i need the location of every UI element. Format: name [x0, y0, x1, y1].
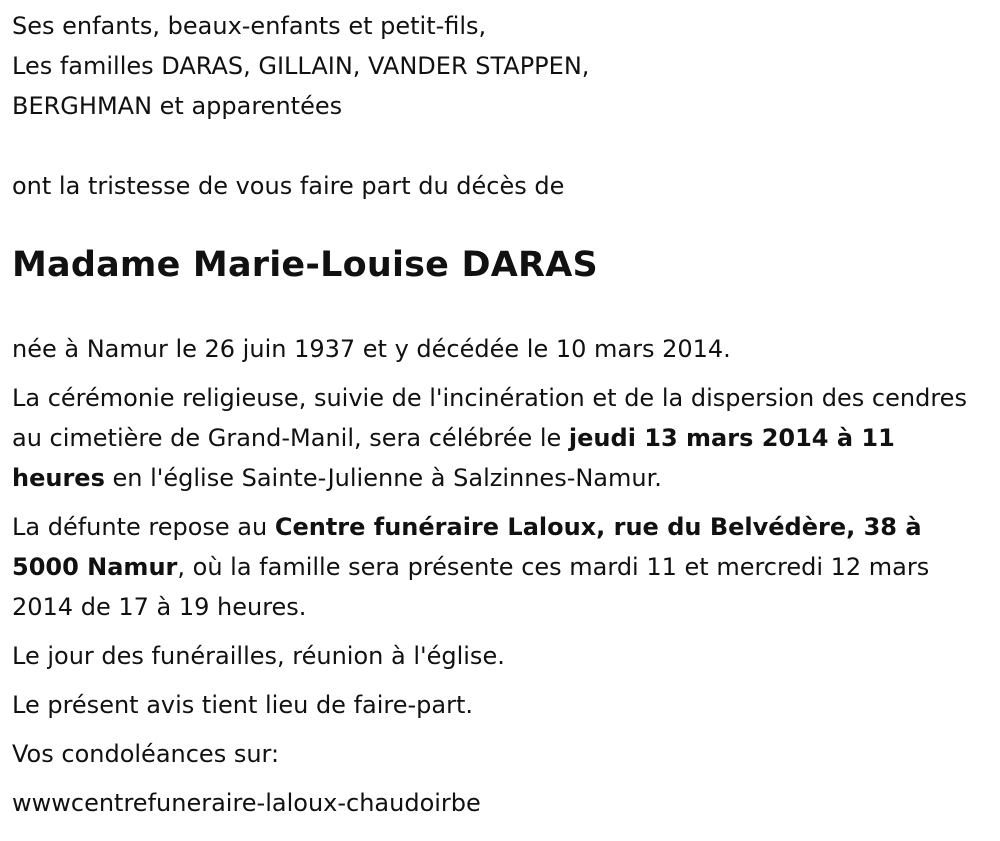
notice-text: Le présent avis tient lieu de faire-part.: [12, 691, 474, 719]
family-line-3: BERGHMAN et apparentées: [12, 92, 343, 120]
announcement-text: ont la tristesse de vous faire part du décès de: [12, 172, 565, 200]
family-line-2: Les familles DARAS, GILLAIN, VANDER STAPPEN,: [12, 52, 590, 80]
ceremony-text-after: en l'église Sainte-Julienne à Salzinnes-Namur.: [104, 464, 662, 492]
ceremony-date: jeudi 13 mars 2014 à 11 heures: [12, 424, 895, 492]
condolences-url: wwwcentrefuneraire-laloux-chaudoirbe: [12, 789, 481, 817]
visitation-paragraph: [12, 507, 972, 627]
birth-death-text: née à Namur le 26 juin 1937 et y décédée le 10 mars 2014.: [12, 335, 731, 363]
deceased-name: Madame Marie-Louise DARAS: [12, 245, 598, 285]
ceremony-text-before: La cérémonie religieuse, suivie de l'incinération et de la dispersion des cendres au cimetière de Grand-Manil, sera célébrée le: [12, 384, 967, 452]
ceremony-paragraph: [12, 378, 972, 498]
family-line-1: Ses enfants, beaux-enfants et petit-fils,: [12, 12, 487, 40]
visitation-text-after: , où la famille sera présente ces mardi 11 et mercredi 12 mars 2014 de 17 à 19 heures.: [12, 553, 930, 621]
funeral-meeting-text: Le jour des funérailles, réunion à l'église.: [12, 642, 505, 670]
visitation-text-before: La défunte repose au: [12, 513, 275, 541]
condolences-label: Vos condoléances sur:: [12, 740, 280, 768]
visitation-place: Centre funéraire Laloux, rue du Belvédère, 38 à 5000 Namur: [12, 513, 922, 581]
